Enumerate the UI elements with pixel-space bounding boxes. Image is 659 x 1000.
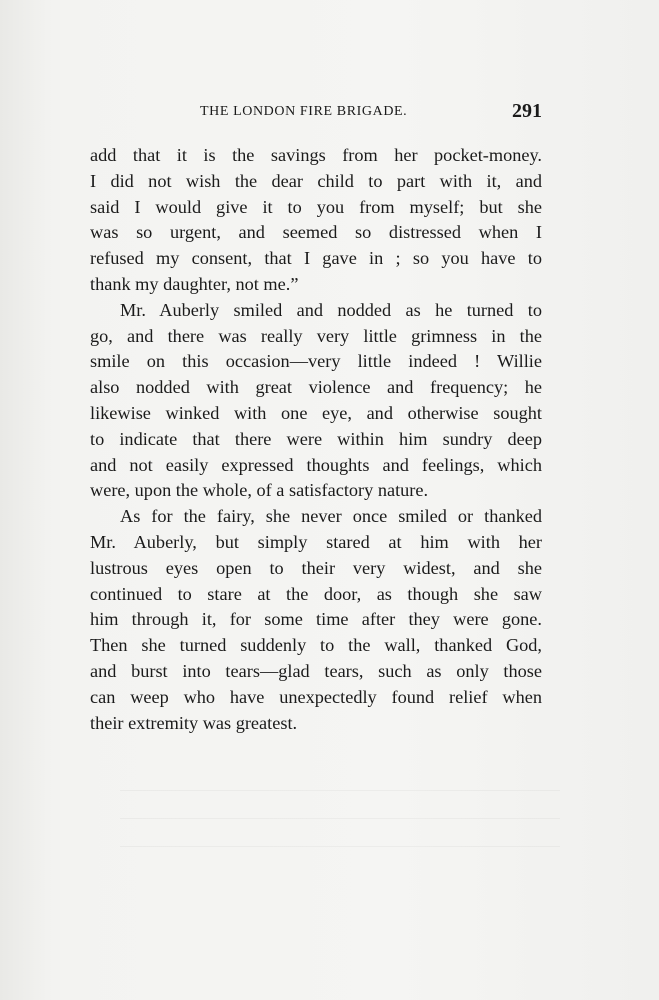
text-line: said I would give it to you from myself; but she (90, 196, 542, 217)
paragraph-2 (90, 298, 542, 504)
text-line: go, and there was really very little grimness in the (90, 325, 542, 346)
text-line: Mr. Auberly smiled and nodded as he turned to (120, 299, 542, 320)
paragraph-1 (90, 143, 542, 298)
text-line: to indicate that there were within him sundry deep (90, 428, 542, 449)
text-line: thank my daughter, not me.” (90, 273, 299, 294)
text-line: Mr. Auberly, but simply stared at him with her (90, 531, 542, 552)
text-line: can weep who have unexpectedly found relief when (90, 686, 542, 707)
running-head (90, 100, 542, 124)
text-line: add that it is the savings from her pocket-money. (90, 145, 542, 165)
show-through-line (120, 790, 560, 791)
running-title: THE LONDON FIRE BRIGADE. (200, 104, 408, 119)
text-line: and not easily expressed thoughts and feelings, which (90, 454, 542, 475)
text-line: their extremity was greatest. (90, 712, 298, 733)
text-line: also nodded with great violence and frequency; he (90, 377, 542, 398)
body-text (90, 143, 542, 736)
text-line: I did not wish the dear child to part with it, and (90, 170, 542, 191)
text-line: As for the fairy, she never once smiled or thanked (120, 506, 542, 527)
text-line: likewise winked with one eye, and otherwise sought (90, 402, 542, 423)
show-through-line (120, 846, 560, 847)
text-line: him through it, for some time after they were gone. (90, 609, 542, 630)
page-number: 291 (512, 100, 542, 122)
text-line: lustrous eyes open to their very widest, and she (90, 557, 542, 578)
text-line: Then she turned suddenly to the wall, thanked God, (90, 635, 542, 656)
text-line: continued to stare at the door, as though she saw (90, 583, 542, 604)
text-line: were, upon the whole, of a satisfactory nature. (90, 480, 429, 501)
text-line: and burst into tears—glad tears, such as only those (90, 660, 542, 681)
text-line: smile on this occasion—very little indeed ! Willie (90, 351, 542, 372)
text-line: refused my consent, that I gave in ; so you have to (90, 248, 542, 269)
paragraph-3 (90, 504, 542, 736)
text-line: was so urgent, and seemed so distressed when I (90, 222, 542, 243)
show-through-line (120, 818, 560, 819)
